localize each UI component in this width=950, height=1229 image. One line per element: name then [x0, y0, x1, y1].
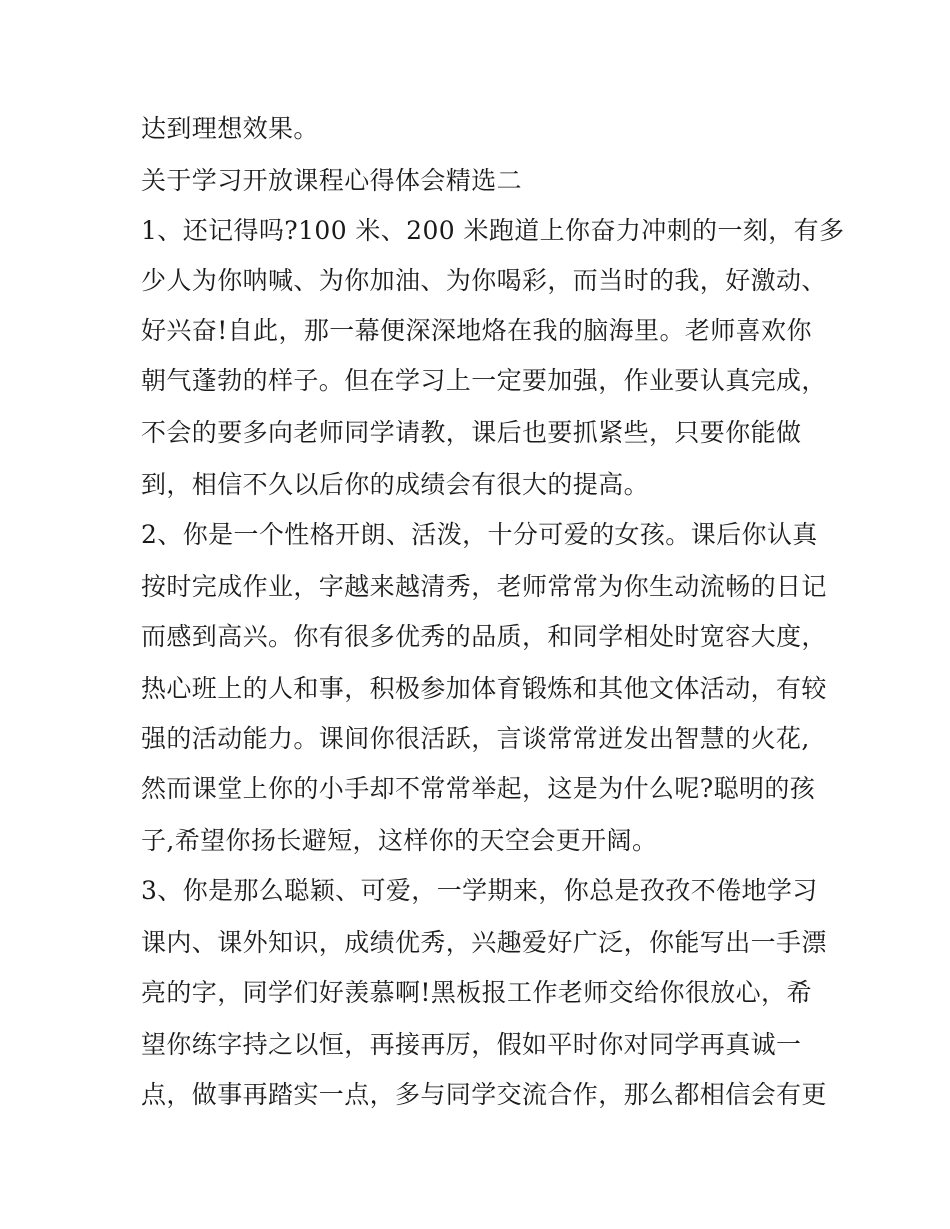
- text-line: 热心班上的人和事，积极参加体育锻炼和其他文体活动，有较: [141, 674, 827, 703]
- text-line: 点，做事再踏实一点，多与同学交流合作，那么都相信会有更: [141, 1080, 827, 1109]
- text-line: 强的活动能力。课间你很活跃，言谈常常迸发出智慧的火花,: [141, 724, 810, 753]
- text-line: 朝气蓬勃的样子。但在学习上一定要加强，作业要认真完成，: [141, 366, 827, 395]
- text-line: 达到理想效果。: [141, 114, 319, 143]
- text-line: 而感到高兴。你有很多优秀的品质，和同学相处时宽容大度，: [141, 622, 827, 651]
- text-line: 好兴奋!自此，那一幕便深深地烙在我的脑海里。老师喜欢你: [141, 316, 812, 345]
- text-line: 课内、课外知识，成绩优秀，兴趣爱好广泛，你能写出一手漂: [141, 928, 827, 957]
- text-line: 然而课堂上你的小手却不常常举起，这是为什么呢?聪明的孩: [141, 774, 816, 803]
- text-line: 3、你是那么聪颖、可爱，一学期来，你总是孜孜不倦地学习: [141, 876, 818, 905]
- text-line: 按时完成作业，字越来越清秀，老师常常为你生动流畅的日记: [141, 572, 827, 601]
- text-line: 子,希望你扬长避短，这样你的天空会更开阔。: [141, 826, 658, 855]
- section-heading: 关于学习开放课程心得体会精选二: [141, 166, 523, 195]
- text-line: 不会的要多向老师同学请教，课后也要抓紧些，只要你能做: [141, 418, 802, 447]
- text-line: 少人为你呐喊、为你加油、为你喝彩，而当时的我，好激动、: [141, 266, 827, 295]
- text-line: 望你练字持之以恒，再接再厉，假如平时你对同学再真诚一: [141, 1030, 802, 1059]
- text-line: 到，相信不久以后你的成绩会有很大的提高。: [141, 470, 650, 499]
- text-line: 2、你是一个性格开朗、活泼，十分可爱的女孩。课后你认真: [141, 520, 818, 549]
- text-line: 亮的字，同学们好羡慕啊!黑板报工作老师交给你很放心，希: [141, 978, 812, 1007]
- text-line: 1、还记得吗?100 米、200 米跑道上你奋力冲刺的一刻，有多: [141, 216, 845, 245]
